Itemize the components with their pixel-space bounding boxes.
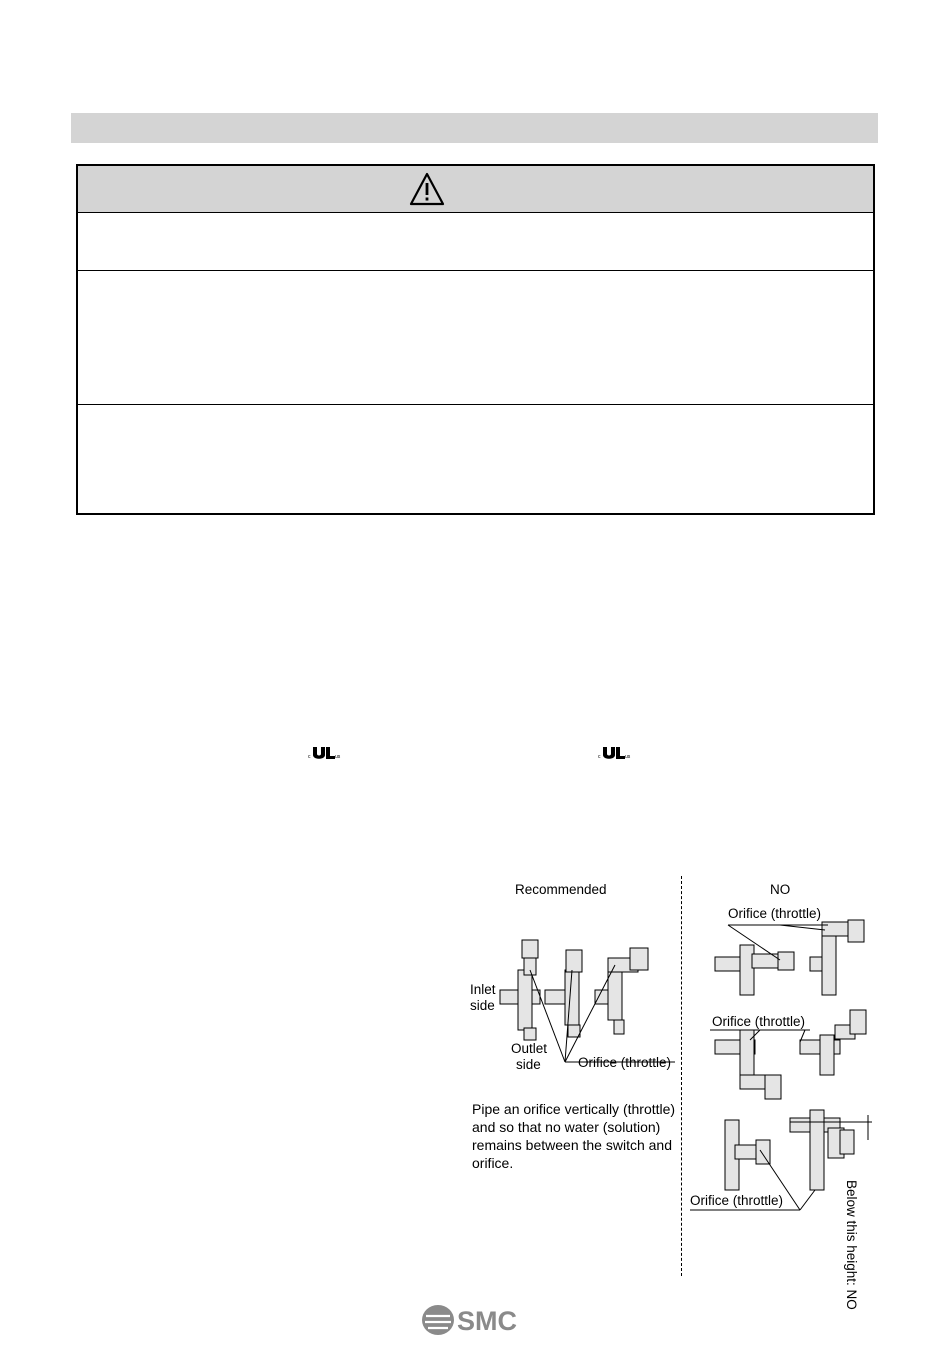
piping-diagram bbox=[460, 870, 880, 1280]
outlet-label-line1: Outlet bbox=[511, 1041, 548, 1056]
ul-certification-icon bbox=[308, 744, 342, 760]
warning-box bbox=[76, 164, 875, 515]
svg-text:c: c bbox=[308, 754, 311, 760]
inlet-label-line2: side bbox=[470, 998, 495, 1013]
orifice-label-no-1: Orifice (throttle) bbox=[728, 906, 822, 921]
warning-row-divider bbox=[78, 270, 873, 271]
warning-triangle-icon bbox=[409, 172, 445, 206]
no-label: NO bbox=[770, 882, 791, 897]
orifice-label-recommended: Orifice (throttle) bbox=[578, 1055, 672, 1070]
outlet-label-line2: side bbox=[516, 1057, 541, 1072]
orifice-label-no-2: Orifice (throttle) bbox=[712, 1014, 806, 1029]
section-header-bar bbox=[71, 113, 878, 143]
svg-text:us: us bbox=[335, 754, 341, 760]
warning-row-divider bbox=[78, 404, 873, 405]
svg-text:c: c bbox=[598, 754, 601, 760]
svg-text:us: us bbox=[625, 754, 631, 760]
warning-header bbox=[78, 166, 873, 213]
orifice-label-no-3: Orifice (throttle) bbox=[690, 1193, 784, 1208]
ul-certification-icon bbox=[598, 744, 632, 760]
figure-caption: Pipe an orifice vertically (throttle) and so that no water (solution) remains between the switch and orifice. bbox=[472, 1101, 676, 1171]
smc-logo bbox=[421, 1302, 531, 1338]
logo-text: SMC bbox=[457, 1306, 517, 1336]
recommended-label: Recommended bbox=[515, 882, 607, 897]
inlet-label-line1: Inlet bbox=[470, 982, 496, 997]
below-height-label: Below this height: NO bbox=[844, 1180, 859, 1310]
